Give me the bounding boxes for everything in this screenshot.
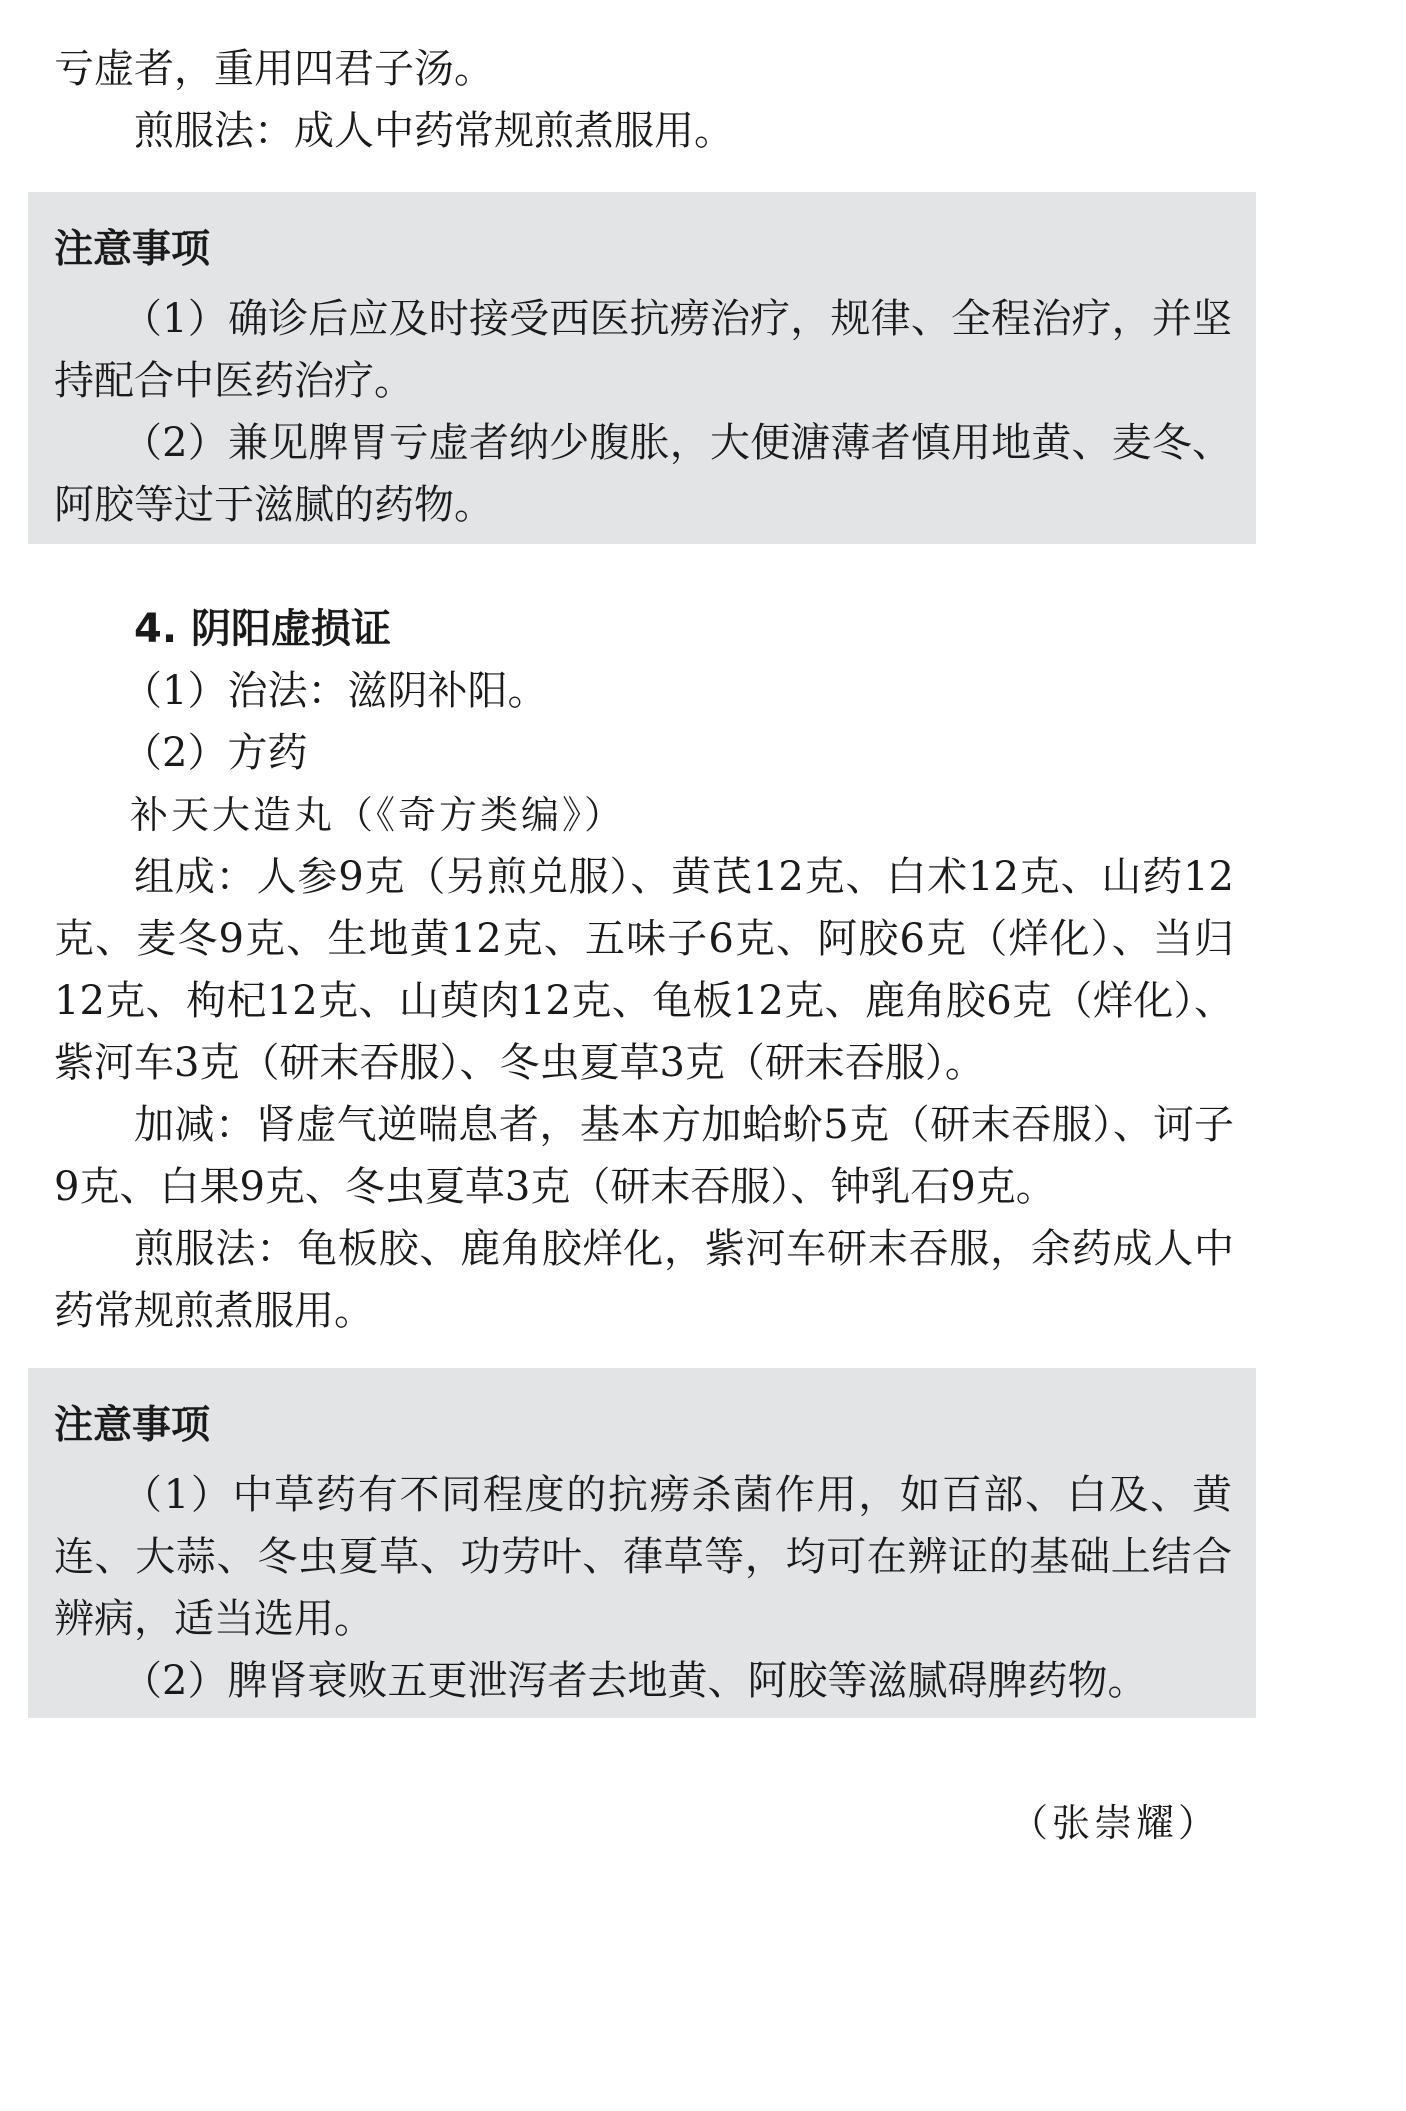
- treatment-method: （1）治法：滋阴补阳。: [122, 668, 548, 714]
- notice-item: （2）脾肾衰败五更泄泻者去地黄、阿胶等滋腻碍脾药物。: [122, 1658, 1148, 1704]
- notice-box-2: [28, 1368, 1256, 1718]
- notice-box-1: [28, 192, 1256, 544]
- formula-name: 补天大造丸（《奇方类编》）: [130, 793, 626, 837]
- continuation-line: 亏虚者，重用四君子汤。: [54, 46, 494, 92]
- section-4: [54, 598, 1234, 1342]
- decoction-method: 煎服法：成人中药常规煎煮服用。: [134, 108, 734, 154]
- notice-title: 注意事项: [54, 1403, 211, 1448]
- notice-item: （1）中草药有不同程度的抗痨杀菌作用，如百部、白及、黄连、大蒜、冬虫夏草、功劳叶、葎草等，均可在辨证的基础上结合辨病，适当选用。: [54, 1472, 1232, 1642]
- author-signature: （张崇耀）: [1009, 1801, 1220, 1845]
- section-heading: 4. 阴阳虚损证: [134, 606, 391, 652]
- notice-item: （1）确诊后应及时接受西医抗痨治疗，规律、全程治疗，并坚持配合中医药治疗。: [54, 296, 1232, 404]
- prescription-label: （2）方药: [122, 730, 308, 776]
- decoction-method: 煎服法：龟板胶、鹿角胶烊化，紫河车研末吞服，余药成人中药常规煎煮服用。: [54, 1226, 1234, 1334]
- top-text-block: [54, 38, 1234, 162]
- modification: 加减：肾虚气逆喘息者，基本方加蛤蚧5克（研末吞服）、诃子9克、白果9克、冬虫夏草3克（研末吞服）、钟乳石9克。: [54, 1102, 1234, 1210]
- notice-item: （2）兼见脾胃亏虚者纳少腹胀，大便溏薄者慎用地黄、麦冬、阿胶等过于滋腻的药物。: [54, 420, 1232, 528]
- notice-title: 注意事项: [54, 227, 211, 272]
- composition: 组成：人参9克（另煎兑服）、黄芪12克、白术12克、山药12克、麦冬9克、生地黄12克、五味子6克、阿胶6克（烊化）、当归12克、枸杞12克、山萸肉12克、龟板12克、鹿角胶6克（烊化）、紫河车3克（研末吞服）、冬虫夏草3克（研末吞服）。: [54, 854, 1234, 1086]
